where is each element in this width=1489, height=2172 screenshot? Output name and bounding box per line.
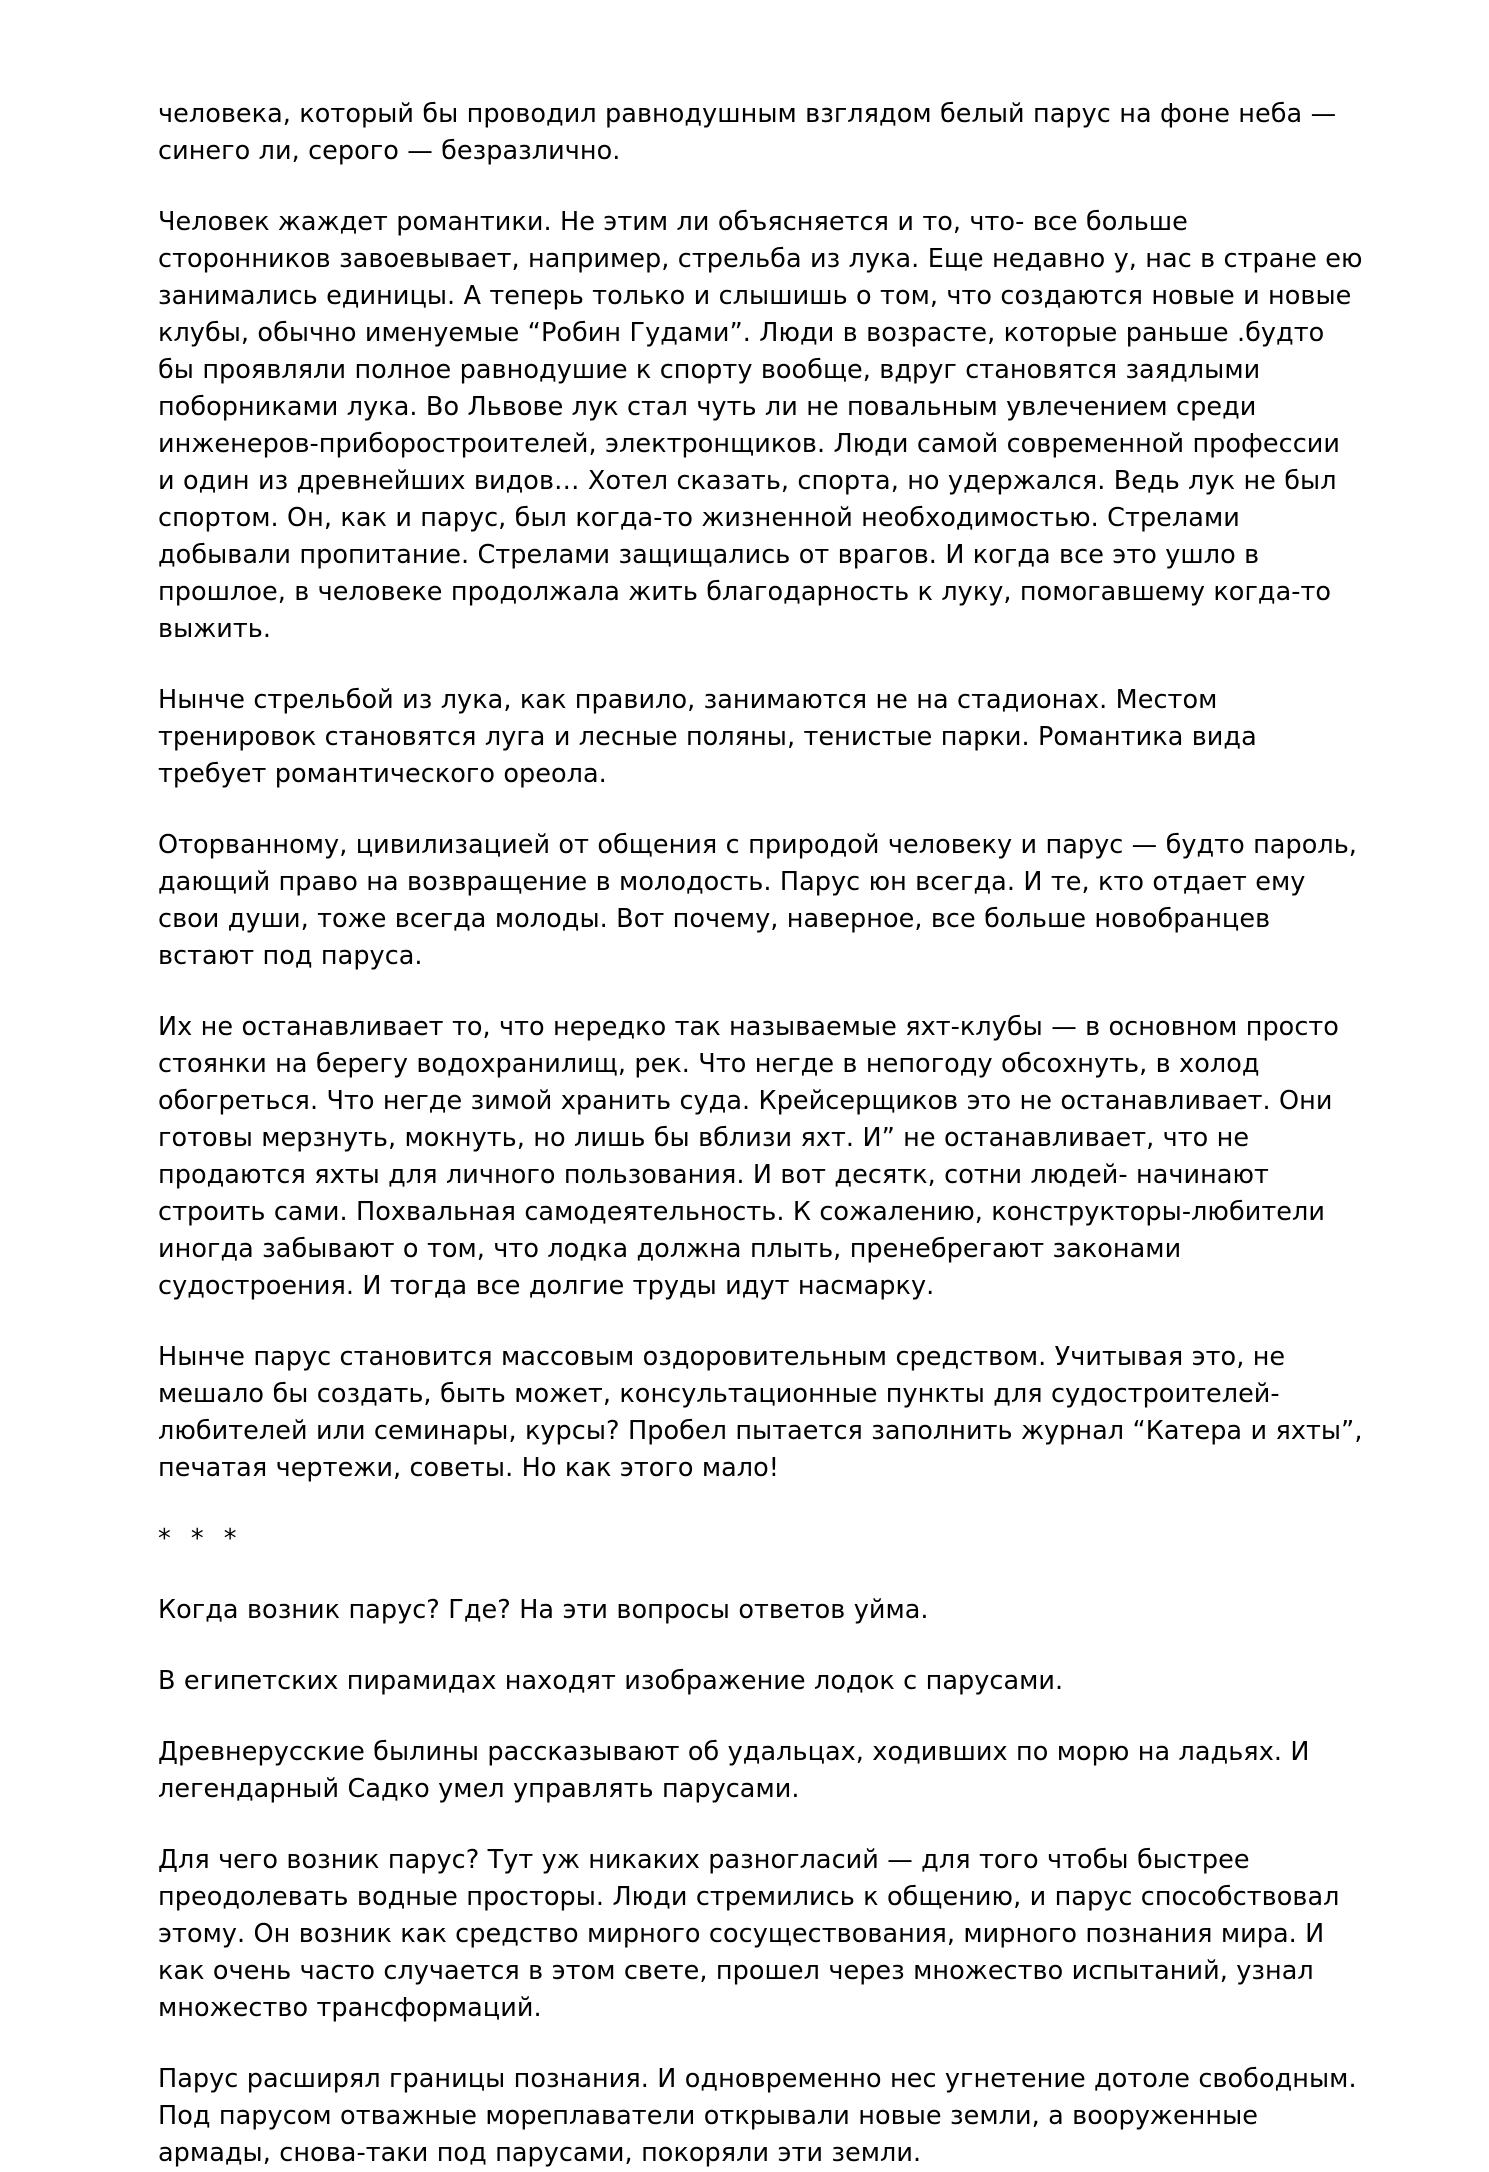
paragraph: человека, который бы проводил равнодушным взглядом белый парус на фоне неба — синего ли, серого — безразлично. <box>158 99 1337 166</box>
paragraph: Древнерусские былины рассказывают об удальцах, ходивших по морю на ладьях. И легендарный Садко умел управлять парусами. <box>158 1737 1310 1804</box>
paragraph: Их не останавливает то, что нередко так называемые яхт-клубы — в основном просто стоянки на берегу водохранилищ, рек. Что негде в непогоду обсохнуть, в холод обогреться. Что негде зимой хранить суда. Крейсерщиков это не останавливает. Они готовы мерзнуть, мокнуть, но лишь бы вблизи яхт. И” не останавливает, что не продаются яхты для личного пользования. И вот десятк, сотни людей- начинают строить сами. Похвальная самодеятельность. К сожалению, конструкторы-любители иногда забывают о том, что лодка должна плыть, пренебрегают законами судостроения. И тогда все долгие труды идут насмарку. <box>158 1012 1339 1301</box>
section-separator: * * * <box>158 1524 243 1554</box>
paragraph: Нынче стрельбой из лука, как правило, занимаются не на стадионах. Местом тренировок становятся луга и лесные поляны, тенистые парки. Романтика вида требует романтического ореола. <box>158 685 1257 789</box>
document-text-body <box>158 96 1363 2172</box>
paragraph: Парус расширял границы познания. И одновременно нес угнетение дотоле свободным. Под парусом отважные мореплаватели открывали новые земли, а вооруженные армады, снова-таки под парусами, покоряли эти земли. <box>158 2064 1357 2168</box>
paragraph: Оторванному, цивилизацией от общения с природой человеку и парус — будто пароль, дающий право на возвращение в молодость. Парус юн всегда. И те, кто отдает ему свои души, тоже всегда молоды. Вот почему, наверное, все больше новобранцев встают под паруса. <box>158 830 1357 971</box>
paragraph: Для чего возник парус? Тут уж никаких разногласий — для того чтобы быстрее преодолевать водные просторы. Люди стремились к общению, и парус способствовал этому. Он возник как средство мирного сосуществования, мирного познания мира. И как очень часто случается в этом свете, прошел через множество испытаний, узнал множество трансформаций. <box>158 1845 1340 2023</box>
paragraph: Когда возник парус? Где? На эти вопросы ответов уйма. <box>158 1595 929 1625</box>
paragraph: Нынче парус становится массовым оздоровительным средством. Учитывая это, не мешало бы создать, быть может, консультационные пункты для судостроителей-любителей или семинары, курсы? Пробел пытается заполнить журнал “Катера и яхты”, печатая чертежи, советы. Но как этого мало! <box>158 1342 1363 1483</box>
paragraph: Человек жаждет романтики. Не этим ли объясняется и то, что- все больше сторонников завоевывает, например, стрельба из лука. Еще недавно у, нас в стране ею занимались единицы. А теперь только и слышишь о том, что создаются новые и новые клубы, обычно именуемые “Робин Гудами”. Люди в возрасте, которые раньше .будто бы проявляли полное равнодушие к спорту вообще, вдруг становятся заядлыми поборниками лука. Во Львове лук стал чуть ли не повальным увлечением среди инженеров-приборостроителей, электронщиков. Люди самой современной профессии и один из древнейших видов… Хотел сказать, спорта, но удержался. Ведь лук не был спортом. Он, как и парус, был когда-то жизненной необходимостью. Стрелами добывали пропитание. Стрелами защищались от врагов. И когда все это ушло в прошлое, в человеке продолжала жить благодарность к луку, помогавшему когда-то выжить. <box>158 207 1363 644</box>
paragraph: В египетских пирамидах находят изображение лодок с парусами. <box>158 1666 1064 1696</box>
